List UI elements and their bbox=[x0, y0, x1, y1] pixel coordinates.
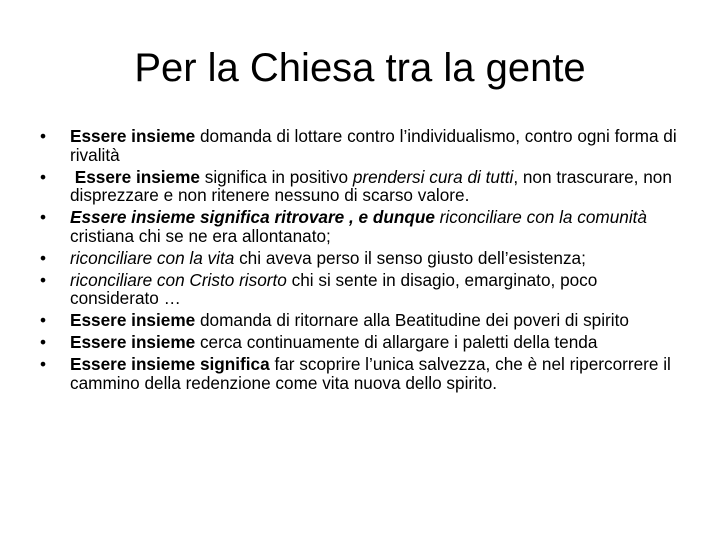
bullet-3-segment-2: riconciliare con la bbox=[434, 207, 578, 227]
bullet-text-4 bbox=[70, 248, 586, 268]
bullet-5-segment-1: riconciliare con Cristo risorto bbox=[70, 269, 287, 290]
bullet-dot: • bbox=[40, 207, 47, 227]
bullet-item-6 bbox=[40, 311, 680, 330]
bullet-dot: • bbox=[40, 126, 47, 146]
bullet-text-7 bbox=[70, 332, 597, 352]
bullet-5-segment-2: chi si sente in disagio, emarginato, poco considerato … bbox=[70, 269, 598, 308]
bullet-item-8 bbox=[40, 355, 680, 392]
bullet-item-5 bbox=[40, 271, 680, 308]
bullet-2-segment-2: significa in positivo bbox=[199, 166, 353, 187]
bullet-7-segment-1: Essere insieme bbox=[70, 332, 196, 352]
bullet-dot: • bbox=[40, 166, 47, 187]
bullet-6-segment-2: domanda di ritornare alla Beatitudine dei poveri di spirito bbox=[195, 310, 629, 330]
bullet-3-segment-3: comunità bbox=[577, 207, 647, 227]
bullet-item-4 bbox=[40, 249, 680, 268]
bullet-item-7 bbox=[40, 333, 680, 352]
bullet-4-segment-2: chi aveva perso il senso giusto dell’esistenza; bbox=[234, 247, 586, 268]
bullet-2-segment-3: prendersi cura di tutti bbox=[352, 166, 514, 187]
bullet-3-segment-4: cristiana chi se ne era allontanato; bbox=[70, 225, 331, 246]
bullet-dot: • bbox=[40, 269, 47, 290]
bullet-text-2 bbox=[70, 167, 677, 206]
bullet-item-3 bbox=[40, 208, 680, 245]
bullet-item-2 bbox=[40, 168, 680, 205]
bullet-dot: • bbox=[40, 332, 47, 352]
bullet-text-8 bbox=[70, 354, 671, 393]
bullet-6-segment-1: Essere insieme bbox=[70, 310, 196, 330]
bullet-dot: • bbox=[40, 354, 47, 374]
bullet-item-1 bbox=[40, 127, 680, 164]
bullet-text-5 bbox=[70, 270, 597, 309]
bullet-text-3 bbox=[70, 207, 647, 246]
bullet-2-segment-4: , non trascurare, non disprezzare e non ritenere nessuno di scarso valore. bbox=[70, 166, 677, 205]
bullet-1-segment-1: Essere insieme bbox=[70, 126, 196, 146]
bullet-4-segment-1: riconciliare con la vita bbox=[70, 247, 235, 268]
bullet-3-segment-1: Essere insieme significa ritrovare , e dunque bbox=[70, 207, 435, 227]
bullet-8-segment-1: Essere insieme significa bbox=[70, 354, 270, 374]
slide-title: Per la Chiesa tra la gente bbox=[134, 46, 586, 90]
bullet-2-segment-1: Essere insieme bbox=[70, 166, 200, 187]
bullet-list bbox=[40, 127, 680, 396]
bullet-text-6 bbox=[70, 310, 629, 330]
bullet-text-1 bbox=[70, 126, 677, 165]
bullet-dot: • bbox=[40, 310, 47, 330]
bullet-dot: • bbox=[40, 247, 47, 268]
bullet-7-segment-2: cerca continuamente di allargare i paletti della tenda bbox=[195, 332, 598, 352]
bullet-1-segment-2: domanda di lottare contro l’individualismo, contro ogni forma di rivalità bbox=[70, 126, 677, 165]
bullet-8-segment-2: far scoprire l’unica salvezza, che è nel ripercorrere il cammino della redenzione come vita nuova dello spirito. bbox=[70, 354, 671, 393]
